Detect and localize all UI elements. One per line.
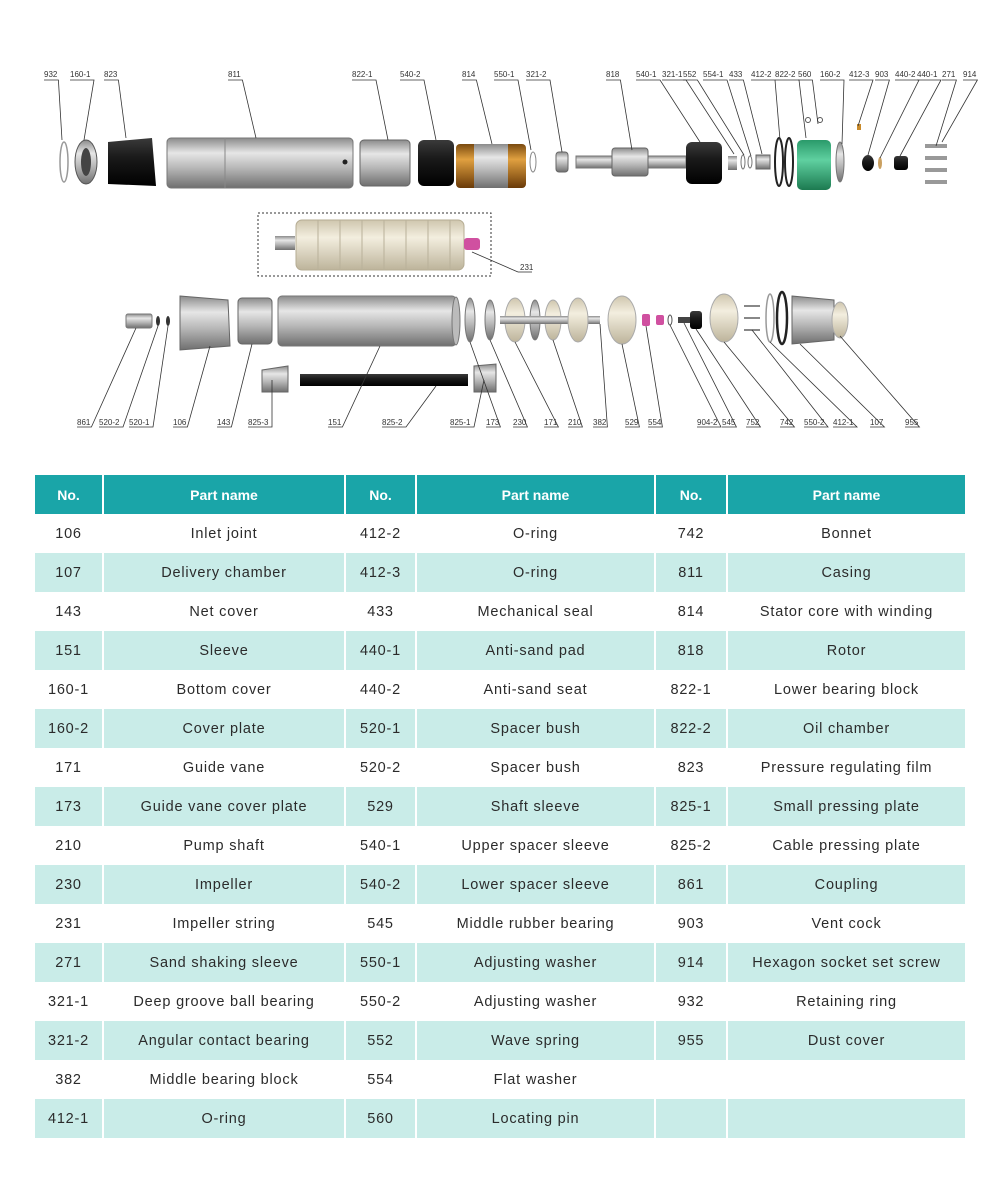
bottom-label: 173 — [486, 418, 500, 427]
set-screw-914d — [925, 180, 947, 184]
part-name-cell: Spacer bush — [416, 748, 655, 787]
leader-line — [670, 325, 721, 427]
leader-line — [553, 340, 582, 427]
leader-line — [820, 80, 844, 144]
locating-pin-560 — [818, 118, 823, 123]
part-no-cell: 160-2 — [35, 709, 103, 748]
bonnet-742-bolts — [744, 306, 760, 330]
table-header-row — [35, 475, 965, 514]
top-label: 560 — [798, 70, 812, 79]
bottom-label: 861 — [77, 418, 91, 427]
part-name-cell — [727, 1099, 965, 1138]
part-name-cell: Coupling — [727, 865, 965, 904]
spacer-bush-520-1 — [166, 316, 170, 326]
table-row — [35, 631, 965, 670]
part-no-cell: 382 — [35, 1060, 103, 1099]
mechanical-seal-433 — [756, 155, 770, 169]
part-name-cell: Anti-sand pad — [416, 631, 655, 670]
leader-line — [849, 80, 873, 126]
bottom-label: 825-1 — [450, 418, 471, 427]
angular-contact-bearing-321-2 — [556, 152, 568, 172]
inlet-joint-106 — [180, 296, 230, 350]
part-name-cell: Sleeve — [103, 631, 345, 670]
part-no-cell: 550-2 — [345, 982, 416, 1021]
part-no-cell — [655, 1099, 727, 1138]
leader-line — [606, 80, 632, 150]
part-name-cell: Pump shaft — [103, 826, 345, 865]
coupling-861 — [126, 314, 152, 328]
leader-line — [99, 326, 158, 427]
top-label: 823 — [104, 70, 118, 79]
part-no-cell: 914 — [655, 943, 727, 982]
leader-line — [352, 80, 388, 140]
part-no-cell: 412-1 — [35, 1099, 103, 1138]
table-body — [35, 514, 965, 1138]
adjusting-washer-550-2 — [766, 294, 774, 342]
stator-band — [474, 144, 508, 188]
top-label: 440-2 — [895, 70, 916, 79]
part-no-cell: 811 — [655, 553, 727, 592]
part-no-cell: 540-2 — [345, 865, 416, 904]
sand-shaking-sleeve-271 — [894, 156, 908, 170]
leader-line — [44, 80, 62, 140]
part-no-cell: 151 — [35, 631, 103, 670]
part-no-cell: 814 — [655, 592, 727, 631]
leader-line — [868, 80, 889, 155]
part-no-cell: 160-1 — [35, 670, 103, 709]
guide-vane-171-c — [568, 298, 588, 342]
leader-line — [70, 80, 94, 140]
leader-line — [173, 346, 210, 427]
header-no-1: No. — [35, 475, 103, 514]
guide-vane-cover-plate-173 — [465, 298, 475, 342]
leader-line — [936, 80, 956, 146]
impeller-end-sleeve — [464, 238, 480, 250]
top-label: 440-1 — [917, 70, 938, 79]
wave-spring-552 — [741, 155, 745, 169]
leader-line — [228, 80, 256, 138]
anti-sand-pad-440-1 — [878, 157, 882, 169]
leader-line — [729, 80, 762, 154]
part-name-cell: Inlet joint — [103, 514, 345, 553]
bottom-label: 520-1 — [129, 418, 150, 427]
top-label: 271 — [942, 70, 956, 79]
lower-spacer-sleeve-540-2 — [418, 140, 454, 186]
sleeve-end — [452, 297, 460, 345]
table-row — [35, 904, 965, 943]
part-no-cell: 550-1 — [345, 943, 416, 982]
leader-line — [526, 80, 562, 152]
part-name-cell: Pressure regulating film — [727, 748, 965, 787]
top-label: 914 — [963, 70, 977, 79]
part-name-cell: Adjusting washer — [416, 982, 655, 1021]
leader-line — [752, 330, 828, 427]
leader-231 — [472, 252, 518, 272]
leader-line — [593, 324, 607, 427]
leader-line — [129, 326, 168, 427]
part-name-cell: Upper spacer sleeve — [416, 826, 655, 865]
top-label: 412-2 — [751, 70, 772, 79]
bottom-label: 904-2 — [697, 418, 718, 427]
bottom-label: 545 — [722, 418, 736, 427]
part-name-cell: Anti-sand seat — [416, 670, 655, 709]
part-name-cell: Guide vane — [103, 748, 345, 787]
pressure-regulating-film-823 — [108, 138, 156, 186]
top-label: 550-1 — [494, 70, 515, 79]
part-name-cell: Mechanical seal — [416, 592, 655, 631]
top-label: 822-2 — [775, 70, 796, 79]
part-name-cell: Impeller string — [103, 904, 345, 943]
middle-bearing-block-382 — [608, 296, 636, 344]
o-ring-412-2 — [775, 138, 783, 186]
bottom-label: 520-2 — [99, 418, 120, 427]
part-no-cell: 932 — [655, 982, 727, 1021]
part-no-cell: 412-3 — [345, 553, 416, 592]
top-label: 412-3 — [849, 70, 870, 79]
leader-line — [328, 346, 380, 427]
header-no-2: No. — [345, 475, 416, 514]
part-no-cell: 231 — [35, 904, 103, 943]
small-pressing-plate-825-3 — [262, 366, 288, 392]
part-no-cell: 107 — [35, 553, 103, 592]
part-name-cell: Spacer bush — [416, 709, 655, 748]
part-name-cell: Retaining ring — [727, 982, 965, 1021]
part-name-cell: Rotor — [727, 631, 965, 670]
leader-line — [840, 336, 919, 427]
bottom-label: 382 — [593, 418, 607, 427]
parts-table — [35, 475, 965, 1138]
part-name-cell: Hexagon socket set screw — [727, 943, 965, 982]
part-name-cell: Bonnet — [727, 514, 965, 553]
part-no-cell: 552 — [345, 1021, 416, 1060]
part-no-cell: 822-2 — [655, 709, 727, 748]
top-label: 160-2 — [820, 70, 841, 79]
exploded-view-diagram — [0, 0, 1000, 450]
part-no-cell: 554 — [345, 1060, 416, 1099]
part-name-cell: Adjusting washer — [416, 943, 655, 982]
part-no-cell: 823 — [655, 748, 727, 787]
part-no-cell: 321-1 — [35, 982, 103, 1021]
leader-line — [942, 80, 977, 142]
lower-bearing-block-822-1 — [360, 140, 410, 186]
part-no-cell: 440-1 — [345, 631, 416, 670]
part-no-cell: 818 — [655, 631, 727, 670]
table-row — [35, 1060, 965, 1099]
top-label: 554-1 — [703, 70, 724, 79]
shaft-sleeve-529b — [656, 315, 664, 325]
leader-line — [770, 342, 857, 427]
casing-811 — [167, 138, 353, 188]
part-no-cell: 433 — [345, 592, 416, 631]
part-name-cell: Middle bearing block — [103, 1060, 345, 1099]
leader-line — [77, 328, 136, 427]
impeller-shaft-end — [275, 236, 295, 250]
leader-line — [217, 344, 252, 427]
label-231: 231 — [520, 263, 534, 272]
part-no-cell: 106 — [35, 514, 103, 553]
leader-line — [494, 80, 531, 150]
part-name-cell: Bottom cover — [103, 670, 345, 709]
cable-pressing-plate-825-2 — [300, 374, 468, 386]
part-name-cell: Oil chamber — [727, 709, 965, 748]
part-no-cell: 742 — [655, 514, 727, 553]
bottom-label: 412-1 — [833, 418, 854, 427]
top-label: 932 — [44, 70, 58, 79]
table-row — [35, 553, 965, 592]
o-ring-412-2b — [785, 138, 793, 186]
anti-sand-seat-440-2 — [862, 155, 874, 171]
vent-cock-903 — [857, 124, 861, 130]
top-label: 160-1 — [70, 70, 91, 79]
part-name-cell: Cover plate — [103, 709, 345, 748]
part-name-cell: Casing — [727, 553, 965, 592]
retaining-ring-932 — [60, 142, 68, 182]
part-no-cell: 210 — [35, 826, 103, 865]
part-name-cell: Net cover — [103, 592, 345, 631]
small-pressing-plate-825-1 — [474, 364, 496, 392]
part-name-cell: Cable pressing plate — [727, 826, 965, 865]
oil-chamber-822-2 — [797, 140, 831, 190]
part-name-cell: Sand shaking sleeve — [103, 943, 345, 982]
part-no-cell: 545 — [345, 904, 416, 943]
table-row — [35, 748, 965, 787]
set-screw-914b — [925, 156, 947, 160]
leader-line — [622, 344, 639, 427]
bottom-cover-hole — [81, 148, 91, 176]
bottom-label: 171 — [544, 418, 558, 427]
part-no-cell: 143 — [35, 592, 103, 631]
upper-spacer-sleeve-540-1 — [686, 142, 722, 184]
top-label: 433 — [729, 70, 743, 79]
leader-line — [636, 80, 700, 142]
part-name-cell: Shaft sleeve — [416, 787, 655, 826]
part-no-cell: 271 — [35, 943, 103, 982]
net-cover-143 — [238, 298, 272, 344]
part-no-cell — [655, 1060, 727, 1099]
part-name-cell: Lower spacer sleeve — [416, 865, 655, 904]
table-row — [35, 865, 965, 904]
part-no-cell: 440-2 — [345, 670, 416, 709]
part-no-cell: 903 — [655, 904, 727, 943]
leader-line — [400, 80, 436, 140]
table-row — [35, 592, 965, 631]
table-row — [35, 787, 965, 826]
table-row — [35, 826, 965, 865]
part-name-cell: O-ring — [416, 553, 655, 592]
bearing-321-1 — [728, 156, 737, 170]
part-name-cell: Deep groove ball bearing — [103, 982, 345, 1021]
part-name-cell: Wave spring — [416, 1021, 655, 1060]
rotor-body — [612, 148, 648, 176]
top-row-parts — [60, 118, 947, 191]
impeller-string-group — [258, 213, 534, 276]
part-name-cell: Angular contact bearing — [103, 1021, 345, 1060]
flat-washer-554-1 — [748, 156, 752, 168]
set-screw-914c — [925, 168, 947, 172]
part-name-cell: Dust cover — [727, 1021, 965, 1060]
part-no-cell: 861 — [655, 865, 727, 904]
top-label: 814 — [462, 70, 476, 79]
part-name-cell: Locating pin — [416, 1099, 655, 1138]
bottom-label: 106 — [173, 418, 187, 427]
bottom-label: 955 — [905, 418, 919, 427]
part-no-cell: 529 — [345, 787, 416, 826]
casing-bolt — [343, 160, 348, 165]
bottom-label: 143 — [217, 418, 231, 427]
part-no-cell: 520-1 — [345, 709, 416, 748]
part-no-cell: 822-1 — [655, 670, 727, 709]
bottom-row-parts — [126, 292, 848, 392]
part-name-cell: O-ring — [416, 514, 655, 553]
part-no-cell: 171 — [35, 748, 103, 787]
part-name-cell: Middle rubber bearing — [416, 904, 655, 943]
leader-line — [751, 80, 780, 140]
table-row — [35, 709, 965, 748]
part-name-cell — [727, 1060, 965, 1099]
bottom-label: 554 — [648, 418, 662, 427]
bottom-label: 752 — [746, 418, 760, 427]
table-row — [35, 1021, 965, 1060]
impeller-string-231 — [296, 220, 464, 270]
impeller-230-a — [485, 300, 495, 340]
part-name-cell: Small pressing plate — [727, 787, 965, 826]
part-no-cell: 955 — [655, 1021, 727, 1060]
top-label: 818 — [606, 70, 620, 79]
dust-cover-955 — [832, 302, 848, 338]
bottom-label: 151 — [328, 418, 342, 427]
o-ring-412-1 — [777, 292, 787, 344]
top-label: 540-1 — [636, 70, 657, 79]
locating-pin-560b — [806, 118, 811, 123]
part-no-cell: 230 — [35, 865, 103, 904]
leader-line — [800, 344, 884, 427]
part-name-cell: Delivery chamber — [103, 553, 345, 592]
cover-plate-160-2 — [836, 142, 844, 182]
part-name-cell: Vent cock — [727, 904, 965, 943]
part-no-cell: 825-2 — [655, 826, 727, 865]
top-label: 552 — [683, 70, 697, 79]
top-label: 903 — [875, 70, 889, 79]
leader-line — [646, 326, 662, 427]
top-label: 321-2 — [526, 70, 547, 79]
part-name-cell: Stator core with winding — [727, 592, 965, 631]
header-part-name-3: Part name — [727, 475, 965, 514]
leader-line — [775, 80, 806, 138]
bottom-label: 742 — [780, 418, 794, 427]
table-row — [35, 943, 965, 982]
part-no-cell: 560 — [345, 1099, 416, 1138]
header-no-3: No. — [655, 475, 727, 514]
bottom-label: 107 — [870, 418, 884, 427]
bottom-label: 210 — [568, 418, 582, 427]
table-row — [35, 1099, 965, 1138]
part-no-cell: 173 — [35, 787, 103, 826]
bottom-label: 230 — [513, 418, 527, 427]
shaft-sleeve-529 — [642, 314, 650, 326]
bottom-label: 825-3 — [248, 418, 269, 427]
table-row — [35, 670, 965, 709]
leader-line — [104, 80, 126, 138]
part-name-cell: Flat washer — [416, 1060, 655, 1099]
part-no-cell: 412-2 — [345, 514, 416, 553]
delivery-chamber-107 — [792, 296, 834, 344]
part-name-cell: Impeller — [103, 865, 345, 904]
leader-line — [462, 80, 492, 144]
sleeve-151 — [278, 296, 456, 346]
spacer-bush-520-2 — [156, 316, 160, 326]
top-label: 822-1 — [352, 70, 373, 79]
middle-rubber-bearing-545 — [690, 311, 702, 329]
table-row — [35, 982, 965, 1021]
part-no-cell: 321-2 — [35, 1021, 103, 1060]
bottom-label: 550-2 — [804, 418, 825, 427]
top-label: 540-2 — [400, 70, 421, 79]
part-name-cell: O-ring — [103, 1099, 345, 1138]
part-no-cell: 520-2 — [345, 748, 416, 787]
top-label: 811 — [228, 70, 241, 79]
part-no-cell: 825-1 — [655, 787, 727, 826]
leader-line — [696, 329, 760, 427]
adjusting-washer-550-1 — [530, 152, 536, 172]
top-label: 321-1 — [662, 70, 683, 79]
part-name-cell: Lower bearing block — [727, 670, 965, 709]
bottom-label: 529 — [625, 418, 639, 427]
bottom-label: 825-2 — [382, 418, 403, 427]
header-part-name-1: Part name — [103, 475, 345, 514]
leader-line — [724, 342, 794, 427]
nut-904-2 — [678, 317, 690, 323]
part-no-cell: 540-1 — [345, 826, 416, 865]
header-part-name-2: Part name — [416, 475, 655, 514]
part-name-cell: Guide vane cover plate — [103, 787, 345, 826]
bearing-752 — [710, 294, 738, 342]
table-row — [35, 514, 965, 553]
flat-washer-554 — [668, 315, 672, 325]
